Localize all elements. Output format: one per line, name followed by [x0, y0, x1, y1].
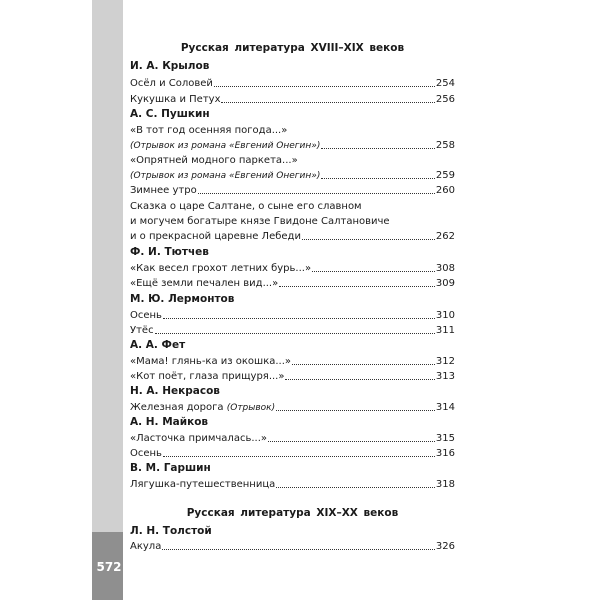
entry-title: Кукушка и Петух — [130, 94, 221, 105]
dot-leader — [163, 318, 435, 319]
toc-entry[interactable] — [130, 538, 455, 553]
toc-entry-line[interactable]: «Опрятней модного паркета...» — [130, 155, 298, 166]
entry-page: 314 — [435, 402, 455, 413]
dot-leader — [285, 379, 434, 380]
toc-entry[interactable] — [130, 322, 455, 337]
dot-leader — [198, 193, 435, 194]
toc-entry[interactable] — [130, 228, 455, 243]
dot-leader — [276, 487, 435, 488]
entry-page: 312 — [435, 356, 455, 367]
toc-entry[interactable] — [130, 399, 455, 414]
entry-page: 256 — [435, 94, 455, 105]
toc-entry[interactable] — [130, 260, 455, 275]
section-title-18-19: Русская литература XVIII–XIX веков — [180, 42, 405, 54]
toc-entry[interactable] — [130, 476, 455, 491]
entry-title: и о прекрасной царевне Лебеди — [130, 231, 301, 242]
entry-title: Лягушка-путешественница — [130, 479, 276, 490]
dot-leader — [163, 456, 435, 457]
toc-entry[interactable] — [130, 353, 455, 368]
entry-page: 309 — [435, 278, 455, 289]
author-pushkin: А. С. Пушкин — [130, 108, 210, 120]
dot-leader — [162, 549, 435, 550]
dot-leader — [321, 178, 435, 179]
toc-entry[interactable] — [130, 430, 455, 445]
entry-title: (Отрывок из романа «Евгений Онегин») — [130, 171, 321, 181]
entry-page: 311 — [435, 325, 455, 336]
entry-page: 316 — [435, 448, 455, 459]
entry-page: 310 — [435, 310, 455, 321]
dot-leader — [155, 333, 435, 334]
toc-entry-line[interactable]: «В тот год осенняя погода...» — [130, 125, 288, 136]
entry-title: «Кот поёт, глаза прищуря...» — [130, 371, 285, 382]
section-title-19-20: Русская литература XIX–XX веков — [186, 507, 399, 519]
entry-page: 318 — [435, 479, 455, 490]
author-nekrasov: Н. А. Некрасов — [130, 385, 220, 397]
entry-page: 326 — [435, 541, 455, 552]
toc-entry[interactable] — [130, 307, 455, 322]
entry-page: 260 — [435, 185, 455, 196]
entry-title: Зимнее утро — [130, 185, 197, 196]
entry-title: Утёс — [130, 325, 154, 336]
dot-leader — [221, 102, 434, 103]
entry-title: Осень — [130, 310, 162, 321]
entry-page: 315 — [435, 433, 455, 444]
author-krylov: И. А. Крылов — [130, 60, 210, 72]
toc-entry[interactable] — [130, 167, 455, 182]
toc-entry[interactable] — [130, 445, 455, 460]
author-garshin: В. М. Гаршин — [130, 462, 211, 474]
entry-page: 262 — [435, 231, 455, 242]
entry-page: 259 — [435, 170, 455, 181]
entry-title: Осень — [130, 448, 162, 459]
author-fet: А. А. Фет — [130, 339, 186, 351]
entry-page: 313 — [435, 371, 455, 382]
dot-leader — [302, 239, 435, 240]
entry-note: (Отрывок) — [226, 403, 276, 413]
entry-title-text: Железная дорога — [130, 402, 224, 413]
dot-leader — [276, 410, 435, 411]
toc-entry[interactable] — [130, 368, 455, 383]
toc-entry[interactable] — [130, 275, 455, 290]
toc-entry[interactable] — [130, 75, 455, 90]
dot-leader — [321, 148, 435, 149]
page-margin-strip — [92, 0, 123, 600]
entry-page: 254 — [435, 78, 455, 89]
entry-title — [130, 402, 275, 414]
entry-title: «Как весел грохот летних бурь...» — [130, 263, 312, 274]
toc-entry-line[interactable]: Сказка о царе Салтане, о сыне его славном — [130, 201, 362, 212]
entry-title: «Мама! глянь-ка из окошка...» — [130, 356, 292, 367]
entry-title: «Ласточка примчалась...» — [130, 433, 267, 444]
toc-entry[interactable] — [130, 137, 455, 152]
dot-leader — [312, 271, 435, 272]
dot-leader — [279, 286, 435, 287]
dot-leader — [214, 86, 435, 87]
toc-entry[interactable] — [130, 182, 455, 197]
entry-page: 258 — [435, 140, 455, 151]
dot-leader — [268, 441, 435, 442]
dot-leader — [292, 364, 435, 365]
toc-entry[interactable] — [130, 91, 455, 106]
author-tyutchev: Ф. И. Тютчев — [130, 246, 209, 258]
entry-title: Акула — [130, 541, 162, 552]
author-maykov: А. Н. Майков — [130, 416, 209, 428]
entry-page: 308 — [435, 263, 455, 274]
entry-title: (Отрывок из романа «Евгений Онегин») — [130, 141, 321, 151]
author-lermontov: М. Ю. Лермонтов — [130, 293, 235, 305]
page-number: 572 — [96, 560, 122, 574]
toc-entry-line[interactable]: и могучем богатыре князе Гвидоне Салтановиче — [130, 216, 390, 227]
entry-title: Осёл и Соловей — [130, 78, 213, 89]
author-tolstoy: Л. Н. Толстой — [130, 525, 212, 537]
entry-title: «Ещё земли печален вид...» — [130, 278, 279, 289]
